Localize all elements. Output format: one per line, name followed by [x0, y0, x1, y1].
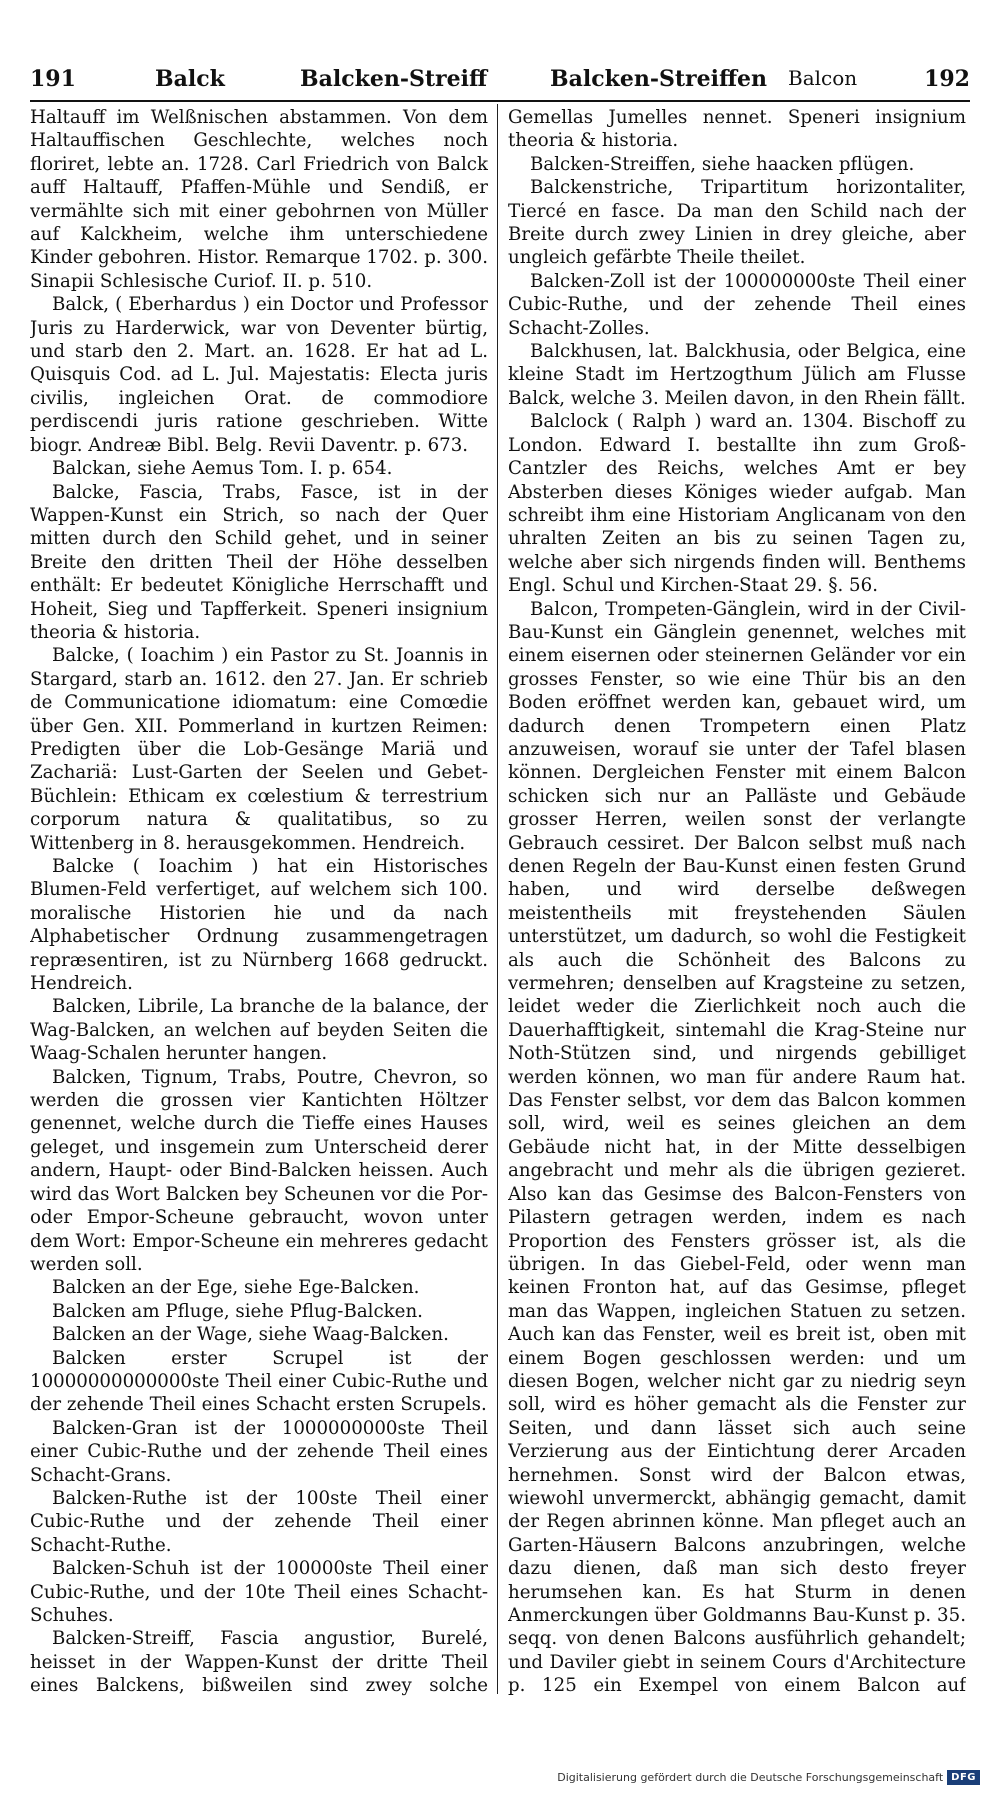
- page-number-right: 192: [924, 66, 970, 92]
- entry: Balck, ( Eberhardus ) ein Doctor und Professor Juris zu Harderwick, war von Deventer bürtig, und starb den 2. Mart. an. 1628. Er hat ad L. Quisquis Cod. ad L. Jul. Majestatis: Electa juris civilis, ingleichen Orat. de commodiore perdiscendi juris ratione geschrieben. Witte biogr. Andreæ Bibl. Belg. Revii Daventr. p. 673.: [30, 294, 488, 456]
- catchword-right-2: Balcon: [788, 66, 858, 90]
- catchword-right: Balcken-Streiffen: [550, 66, 768, 92]
- entry: Balckenstriche, Tripartitum horizontaliter, Tiercé en fasce. Da man den Schild nach der Breite durch zwey Linien in drey gleiche, aber ungleich gefärbte Theile theilet.: [508, 177, 966, 269]
- lexicon-page: [30, 60, 970, 1700]
- entry: Balcke ( Ioachim ) hat ein Historisches Blumen-Feld verfertiget, auf welchem sich 100. moralische Historien hie und da nach Alphabetischer Ordnung zusammengetragen repræsentiren, ist zu Nürnberg 1668 gedruckt. Hendreich.: [30, 856, 488, 995]
- entry: Balcken, Tignum, Trabs, Poutre, Chevron, so werden die grossen vier Kantichten Höltzer genennet, welche durch die Tieffe eines Hauses geleget, und insgemein zum Unterscheid derer andern, Haupt- oder Bind-Balcken heissen. Auch wird das Wort Balcken bey Scheunen vor die Por- oder Empor-Scheune gebraucht, wovon unter dem Wort: Empor-Scheune ein mehreres gedacht werden soll.: [30, 1066, 488, 1275]
- entry: Balcken an der Wage, siehe Waag-Balcken.: [52, 1324, 449, 1346]
- entry: Balcken, Librile, La branche de la balance, der Wag-Balcken, an welchen auf beyden Seiten die Waag-Schalen herunter hangen.: [30, 996, 488, 1065]
- entry: Balcken-Streiffen, siehe haacken pflügen.: [530, 153, 915, 175]
- entry: Haltauff im Welßnischen abstammen. Von dem Haltauffischen Geschlechte, welches noch floriret, lebte an. 1728. Carl Friedrich von Balck auff Haltauff, Pfaffen-Mühle und Sendiß, er vermählte sich mit einer gebohrnen von Müller auf Kalckheim, welche ihm unterschiedene Kinder gebohren. Histor. Remarque 1702. p. 300. Sinapii Schlesische Curiof. II. p. 510.: [30, 107, 488, 292]
- right-column: [508, 106, 966, 1696]
- entry: Balcken-Streiff, Fascia angustior, Burelé, heisset in der Wappen-Kunst der dritte Theil eines Balckens, bißweilen sind zwey solche: [30, 1628, 488, 1696]
- entry: Balcon, Trompeten-Gänglein, wird in der Civil-Bau-Kunst ein Gänglein genennet, welches mit einem eisernen oder steinernen Geländer vor ein grosses Fenster, so wie eine Thür bis an den Boden eröffnet werden kan, gebauet wird, um dadurch denen Trompetern einen Platz anzuweisen, worauf sie unter der Tafel blasen können. Dergleichen Fenster mit einem Balcon schicken sich nur an Palläste und Gebäude grosser Herren, weilen sonst der verlangte Gebrauch cessiret. Der Balcon selbst muß nach denen Regeln der Bau-Kunst einen festen Grund haben, und wird derselbe deßwegen meistentheils mit freystehenden Säulen unterstützet, um dadurch, so wohl die Festigkeit als auch die Schönheit des Balcons zu vermehren; denselben auf Kragsteine zu setzen, leidet weder die Zierlichkeit noch auch die Dauerhafftigkeit, sintemahl die Krag-Steine nur Noth-Stützen sind, und nirgends gebilliget werden können, wo man für andere Raum hat. Das Fenster selbst, vor dem das Balcon kommen soll, wird, weil es seines gleichen an dem Gebäude nicht hat, in der Mitte desselbigen angebracht und mehr als die übrigen gezieret. Also kan das Gesimse des Balcon-Fensters von Pilastern getragen werden, indem es nach Proportion des Fensters grösser ist, als die übrigen. In das Giebel-Feld, oder wenn man keinen Fronton hat, auf das Gesimse, pfleget man das Wappen, ingleichen Statuen zu setzen. Auch kan das Fenster, weil es breit ist, oben mit einem Bogen geschlossen werden: und um diesen Bogen, welcher nicht gar zu niedrig seyn soll, wird es höher gemacht als die Fenster zur Seiten, und dann lässet sich auch seine Verzierung aus der Eintichtung derer Arcaden hernehmen. Sonst wird der Balcon etwas, wiewohl unvermerckt, abhängig gemacht, damit der Regen abrinnen könne. Man pfleget auch an Garten-Häusern Balcons anzubringen, welche dazu dienen, daß man sich desto freyer herumsehen kan. Es hat Sturm in denen Anmerckungen über Goldmanns Bau-Kunst p. 35. seqq. von denen Balcons ausführlich gehandelt; und Daviler giebt in seinem Cours d'Architecture p. 125 ein Exempel von einem Balcon auf: [508, 598, 966, 1696]
- entry: Gemellas Jumelles nennet. Speneri insignium theoria & historia.: [508, 107, 966, 152]
- running-header: [30, 60, 970, 102]
- entry: Balcken-Ruthe ist der 100ste Theil einer Cubic-Ruthe und der zehende Theil einer Schacht-Ruthe.: [30, 1487, 488, 1556]
- entry: Balcken an der Ege, siehe Ege-Balcken.: [52, 1277, 420, 1299]
- entry: Balcken-Zoll ist der 100000000ste Theil einer Cubic-Ruthe, und der zehende Theil eines Schacht-Zolles.: [508, 270, 966, 339]
- entry: Balcke, ( Ioachim ) ein Pastor zu St. Joannis in Stargard, starb an. 1612. den 27. Jan. Er schrieb de Communicatione idiomatum: eine Comœdie über Gen. XII. Pommerland in kurtzen Reimen: Predigten über die Lob-Gesänge Mariä und Zachariä: Lust-Garten der Seelen und Gebet-Büchlein: Ethicam ex cœlestium & terrestrium corporum natura & qualitatibus, so zu Wittenberg in 8. herausgekommen. Hendreich.: [30, 645, 488, 854]
- entry: Balcken erster Scrupel ist der 10000000000000ste Theil einer Cubic-Ruthe und der zehende Theil eines Schacht ersten Scrupels.: [30, 1347, 488, 1416]
- entry: Balcken-Schuh ist der 100000ste Theil einer Cubic-Ruthe, und der 10te Theil eines Schacht-Schuhes.: [30, 1558, 488, 1626]
- entry: Balcken am Pfluge, siehe Pflug-Balcken.: [52, 1300, 423, 1322]
- entry: Balclock ( Ralph ) ward an. 1304. Bischoff zu London. Edward I. bestallte ihn zum Groß-Cantzler des Reichs, welches Amt er bey Absterben dieses Königes wieder aufgab. Man schreibt ihm eine Historiam Anglicanam von den uhralten Zeiten an bis zu seinen Tagen zu, welche aber sich nirgends finden will. Benthems Engl. Schul und Kirchen-Staat 29. §. 56.: [508, 411, 966, 597]
- credit-text: Digitalisierung gefördert durch die Deutsche Forschungsgemeinschaft: [557, 1771, 944, 1784]
- entry: Balcke, Fascia, Trabs, Fasce, ist in der Wappen-Kunst ein Strich, so nach der Quer mitten durch den Schild gehet, und in seiner Breite den dritten Theil der Höhe desselben enthält: Er bedeutet Königliche Herrschafft und Hoheit, Sieg und Tapfferkeit. Speneri insignium theoria & historia.: [30, 481, 488, 643]
- entry: Balcken-Gran ist der 1000000000ste Theil einer Cubic-Ruthe und der zehende Theil eines Schacht-Grans.: [30, 1417, 488, 1486]
- left-column: [30, 106, 488, 1696]
- column-divider: [497, 104, 498, 1694]
- catchword-mid: Balcken-Streiff: [300, 66, 488, 92]
- catchword-left: Balck: [155, 66, 225, 92]
- dfg-logo-icon: DFG: [947, 1770, 980, 1785]
- entry: Balckan, siehe Aemus Tom. I. p. 654.: [52, 458, 393, 480]
- page-number-left: 191: [30, 66, 76, 92]
- entry: Balckhusen, lat. Balckhusia, oder Belgica, eine kleine Stadt im Hertzogthum Jülich am Flusse Balck, welche 3. Meilen davon, in den Rhein fällt.: [508, 341, 966, 409]
- digitization-credit: [557, 1770, 980, 1785]
